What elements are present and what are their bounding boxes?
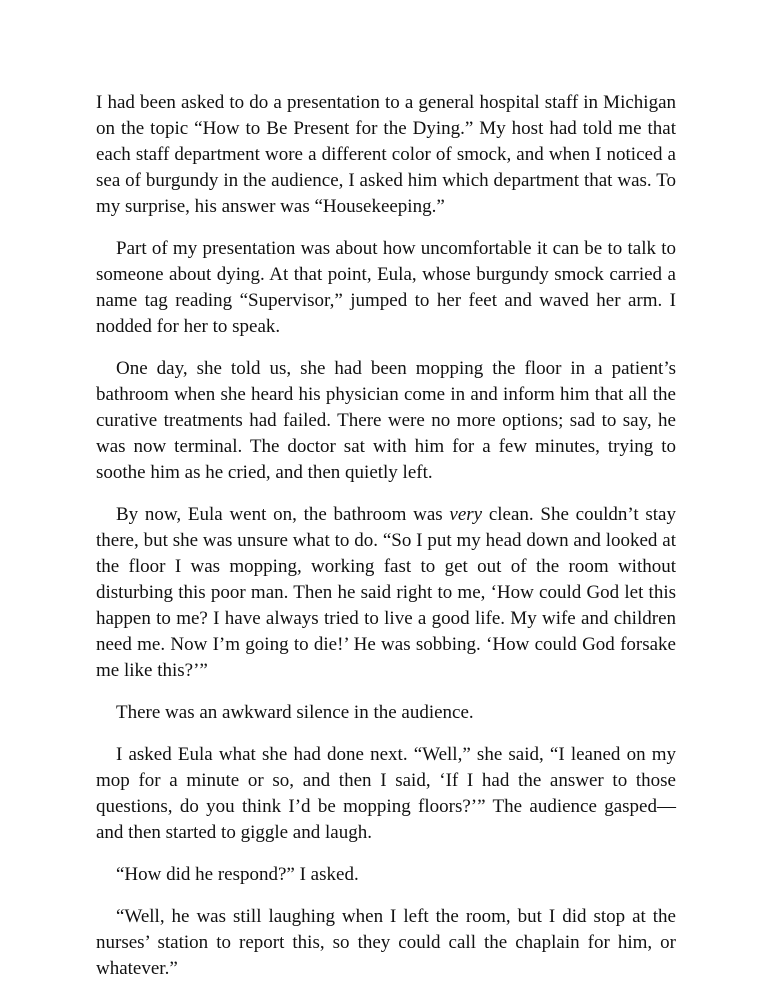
paragraph-3: One day, she told us, she had been mopping the floor in a patient’s bathroom when she heard his physician come in and inform him that all the curative treatments had failed. There were no more options; sad to say, he was now terminal. The doctor sat with him for a few minutes, trying to soothe him as he cried, and then quietly left. <box>96 358 676 483</box>
paragraph-5: There was an awkward silence in the audience. <box>116 702 474 723</box>
paragraph-8: “Well, he was still laughing when I left the room, but I did stop at the nurses’ station to report this, so they could call the chaplain for him, or whatever.” <box>96 906 676 979</box>
paragraph-4 <box>96 502 676 684</box>
paragraph-4-lead: By now, Eula went on, the bathroom was <box>116 504 450 525</box>
paragraph-7: “How did he respond?” I asked. <box>116 864 359 885</box>
document-page <box>96 90 676 998</box>
paragraph-6: I asked Eula what she had done next. “Well,” she said, “I leaned on my mop for a minute or so, and then I said, ‘If I had the answer to those questions, do you think I’d be mopping floors?’” The audience gasped—and then started to giggle and laugh. <box>96 744 676 843</box>
paragraph-2: Part of my presentation was about how uncomfortable it can be to talk to someone about dying. At that point, Eula, whose burgundy smock carried a name tag reading “Supervisor,” jumped to her feet and waved her arm. I nodded for her to speak. <box>96 238 676 337</box>
paragraph-4-emphasis: very <box>449 504 483 525</box>
paragraph-1: I had been asked to do a presentation to a general hospital staff in Michigan on the topic “How to Be Present for the Dying.” My host had told me that each staff department wore a different color of smock, and when I noticed a sea of burgundy in the audience, I asked him which department that was. To my surprise, his answer was “Housekeeping.” <box>96 92 676 217</box>
paragraph-4-rest: clean. She couldn’t stay there, but she was unsure what to do. “So I put my head down and looked at the floor I was mopping, working fast to get out of the room without disturbing this poor man. Then he said right to me, ‘How could God let this happen to me? I have always tried to live a good life. My wife and children need me. Now I’m going to die!’ He was sobbing. ‘How could God forsake me like this?’” <box>96 504 676 681</box>
